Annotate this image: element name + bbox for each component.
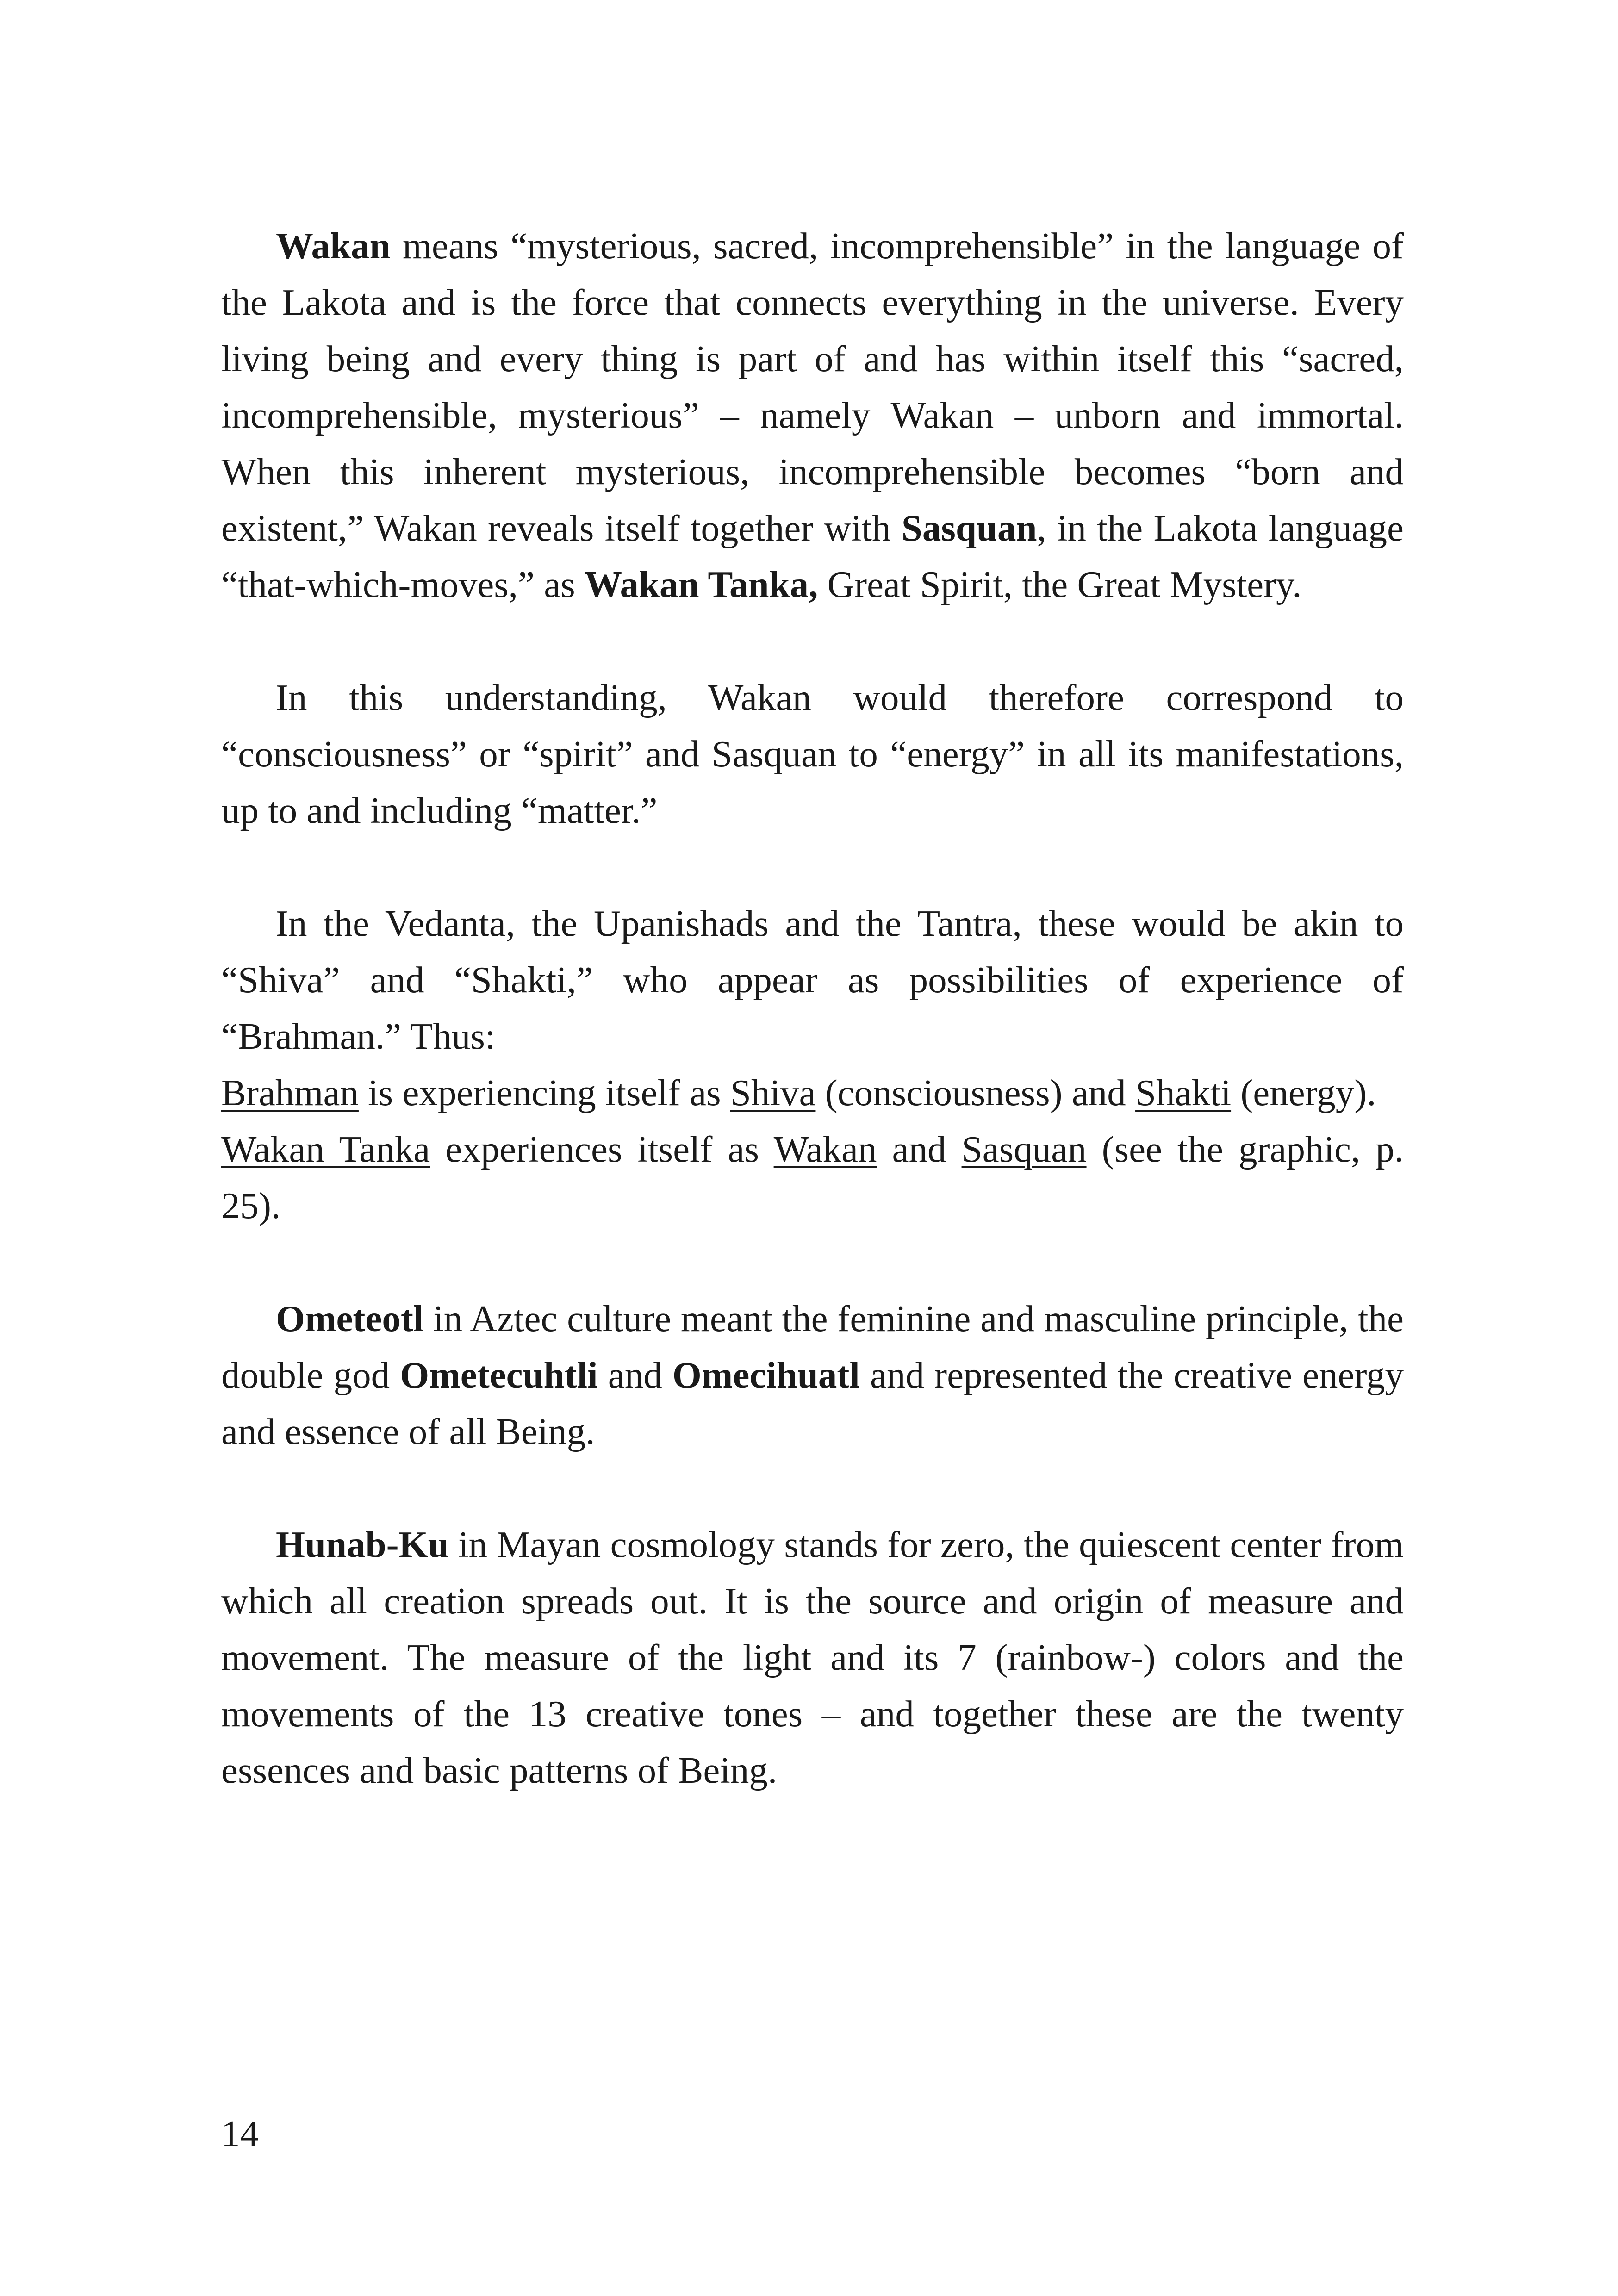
term-ometecuhtli: Ometecuhtli: [400, 1354, 598, 1396]
text-span: and: [877, 1128, 962, 1170]
paragraph-hunabku: [221, 1516, 1404, 1798]
text-span: (see the graphic, p. 25).: [221, 1128, 1404, 1226]
text-span: in Aztec culture meant the feminine and masculine principle, the double god: [221, 1298, 1404, 1396]
page-number: 14: [221, 2113, 259, 2154]
term-ometeotl: Ometeotl: [276, 1298, 424, 1339]
text-span: Great Spirit, the Great Mystery.: [818, 564, 1302, 605]
term-brahman: Brahman: [221, 1072, 359, 1114]
text-span: is experiencing itself as: [358, 1072, 730, 1114]
text-span: and: [597, 1354, 672, 1396]
paragraph-understanding: In this understanding, Wakan would therefore correspond to “consciousness” or “spirit” and Sasquan to “energy” in all its manifestations, up to and including “matter.”: [221, 677, 1404, 831]
term-hunab-ku: Hunab-Ku: [276, 1524, 449, 1565]
text-span: and represented the creative energy and essence of all Being.: [221, 1354, 1404, 1452]
term-wakan-tanka: Wakan Tanka,: [584, 564, 818, 605]
body-text: [221, 218, 1404, 1855]
term-sasquan-underlined: Sasquan: [961, 1128, 1087, 1170]
text-span: (consciousness) and: [815, 1072, 1136, 1114]
term-shakti: Shakti: [1135, 1072, 1232, 1114]
paragraph-vedanta-line2: [221, 1121, 1404, 1234]
text-span: means “mysterious, sacred, incomprehensible” in the language of the Lakota and is the force that connects everything in the universe. Every living being and every thing is part of and has within itself this “sacred, incomprehensible, mysterious” – namely Wakan – unborn and immortal. When this inherent mysterious, incomprehensible becomes “born and existent,” Wakan reveals itself together with: [221, 225, 1404, 549]
text-span: , in the Lakota language “that-which-moves,” as: [221, 507, 1404, 605]
term-sasquan: Sasquan: [901, 507, 1037, 549]
term-wakan: Wakan: [276, 225, 391, 267]
term-wakan-underlined: Wakan: [773, 1128, 877, 1170]
term-shiva: Shiva: [730, 1072, 816, 1114]
paragraph-wakan: [221, 218, 1404, 613]
text-span: (energy).: [1231, 1072, 1376, 1114]
paragraph-vedanta-line1: [221, 1064, 1404, 1121]
term-omecihuatl: Omecihuatl: [672, 1354, 860, 1396]
paragraph-ometeotl: [221, 1290, 1404, 1460]
text-span: in Mayan cosmology stands for zero, the quiescent center from which all creation spreads out. It is the source and origin of measure and movement. The measure of the light and its 7 (rainbow-) colors and the movements of the 13 creative tones – and together these are the twenty essences and basic patterns of Being.: [221, 1524, 1404, 1791]
paragraph-vedanta-intro: In the Vedanta, the Upanishads and the Tantra, these would be akin to “Shiva” and “Shakti,” who appear as possibilities of experience of “Brahman.” Thus:: [221, 902, 1404, 1057]
term-wakan-tanka-underlined: Wakan Tanka: [221, 1128, 430, 1170]
text-span: experiences itself as: [430, 1128, 774, 1170]
